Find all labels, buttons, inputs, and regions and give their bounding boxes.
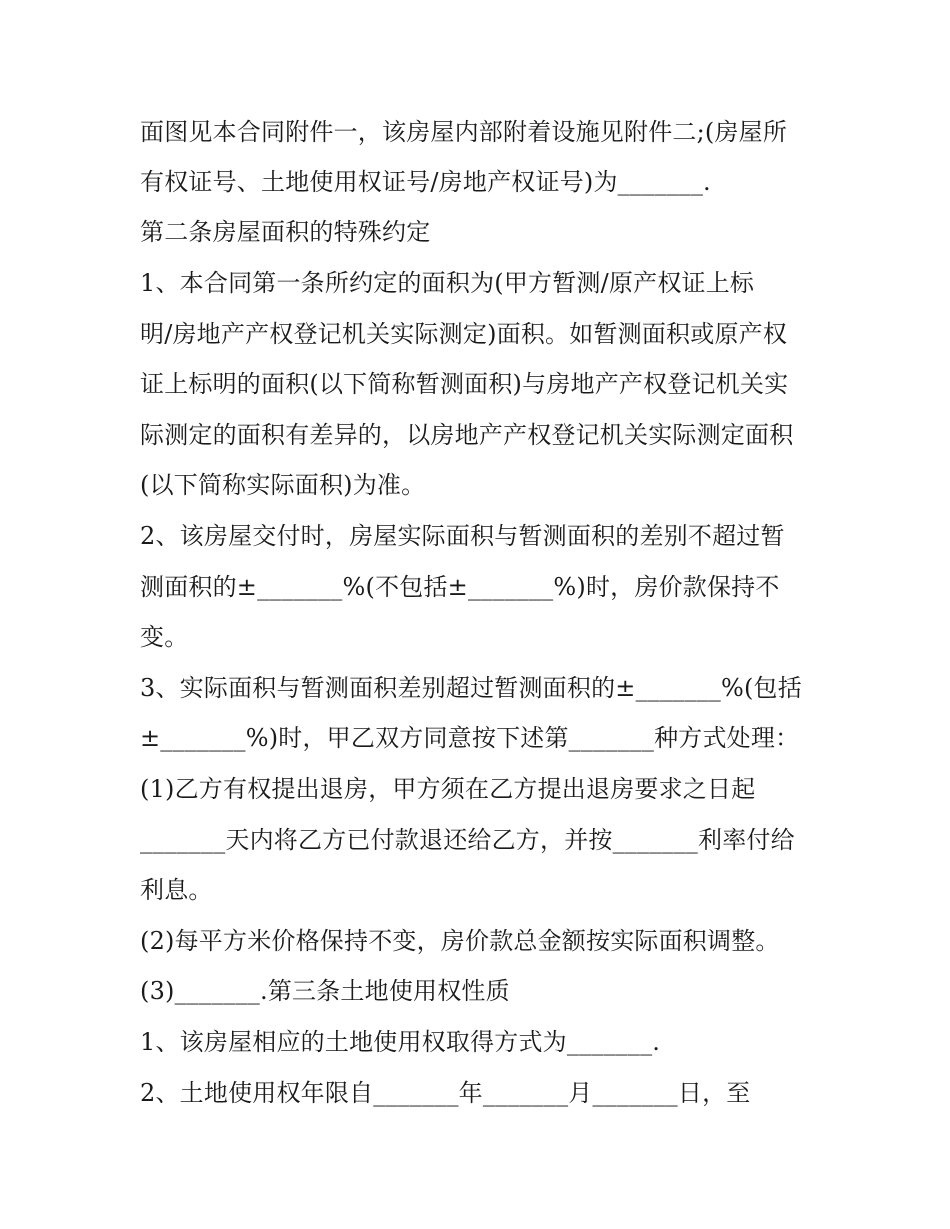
text-line: 2、该房屋交付时，房屋实际面积与暂测面积的差别不超过暂 bbox=[140, 522, 785, 550]
text-line: 3、实际面积与暂测面积差别超过暂测面积的±_______%(包括 bbox=[140, 674, 802, 702]
text-line: (1)乙方有权提出退房，甲方须在乙方提出退房要求之日起 bbox=[140, 775, 756, 803]
text-line: _______天内将乙方已付款退还给乙方，并按_______利率付给 bbox=[140, 826, 795, 854]
text-line: 有权证号、土地使用权证号/房地产权证号)为_______. bbox=[140, 168, 711, 196]
section-heading: 第二条房屋面积的特殊约定 bbox=[140, 218, 431, 246]
text-line: 1、本合同第一条所约定的面积为(甲方暂测/原产权证上标 bbox=[140, 269, 755, 297]
text-line: 证上标明的面积(以下简称暂测面积)与房地产产权登记机关实 bbox=[140, 370, 789, 398]
text-line: 际测定的面积有差异的，以房地产产权登记机关实际测定面积 bbox=[140, 421, 794, 449]
text-line: 变。 bbox=[140, 623, 189, 651]
text-line: (2)每平方米价格保持不变，房价款总金额按实际面积调整。 bbox=[140, 927, 780, 955]
text-line: 2、土地使用权年限自_______年_______月_______日，至 bbox=[140, 1079, 751, 1107]
text-line: 1、该房屋相应的土地使用权取得方式为_______. bbox=[140, 1028, 661, 1056]
text-line: ±_______%)时，甲乙双方同意按下述第_______种方式处理： bbox=[140, 724, 800, 752]
text-line: 面图见本合同附件一，该房屋内部附着设施见附件二;(房屋所 bbox=[140, 118, 788, 146]
text-line: 明/房地产产权登记机关实际测定)面积。如暂测面积或原产权 bbox=[140, 320, 788, 348]
text-line: (以下简称实际面积)为准。 bbox=[140, 471, 426, 499]
text-line: 测面积的±_______%(不包括±_______%)时，房价款保持不 bbox=[140, 573, 780, 601]
text-line: 利息。 bbox=[140, 876, 213, 904]
text-line: (3)_______.第三条土地使用权性质 bbox=[140, 977, 510, 1005]
